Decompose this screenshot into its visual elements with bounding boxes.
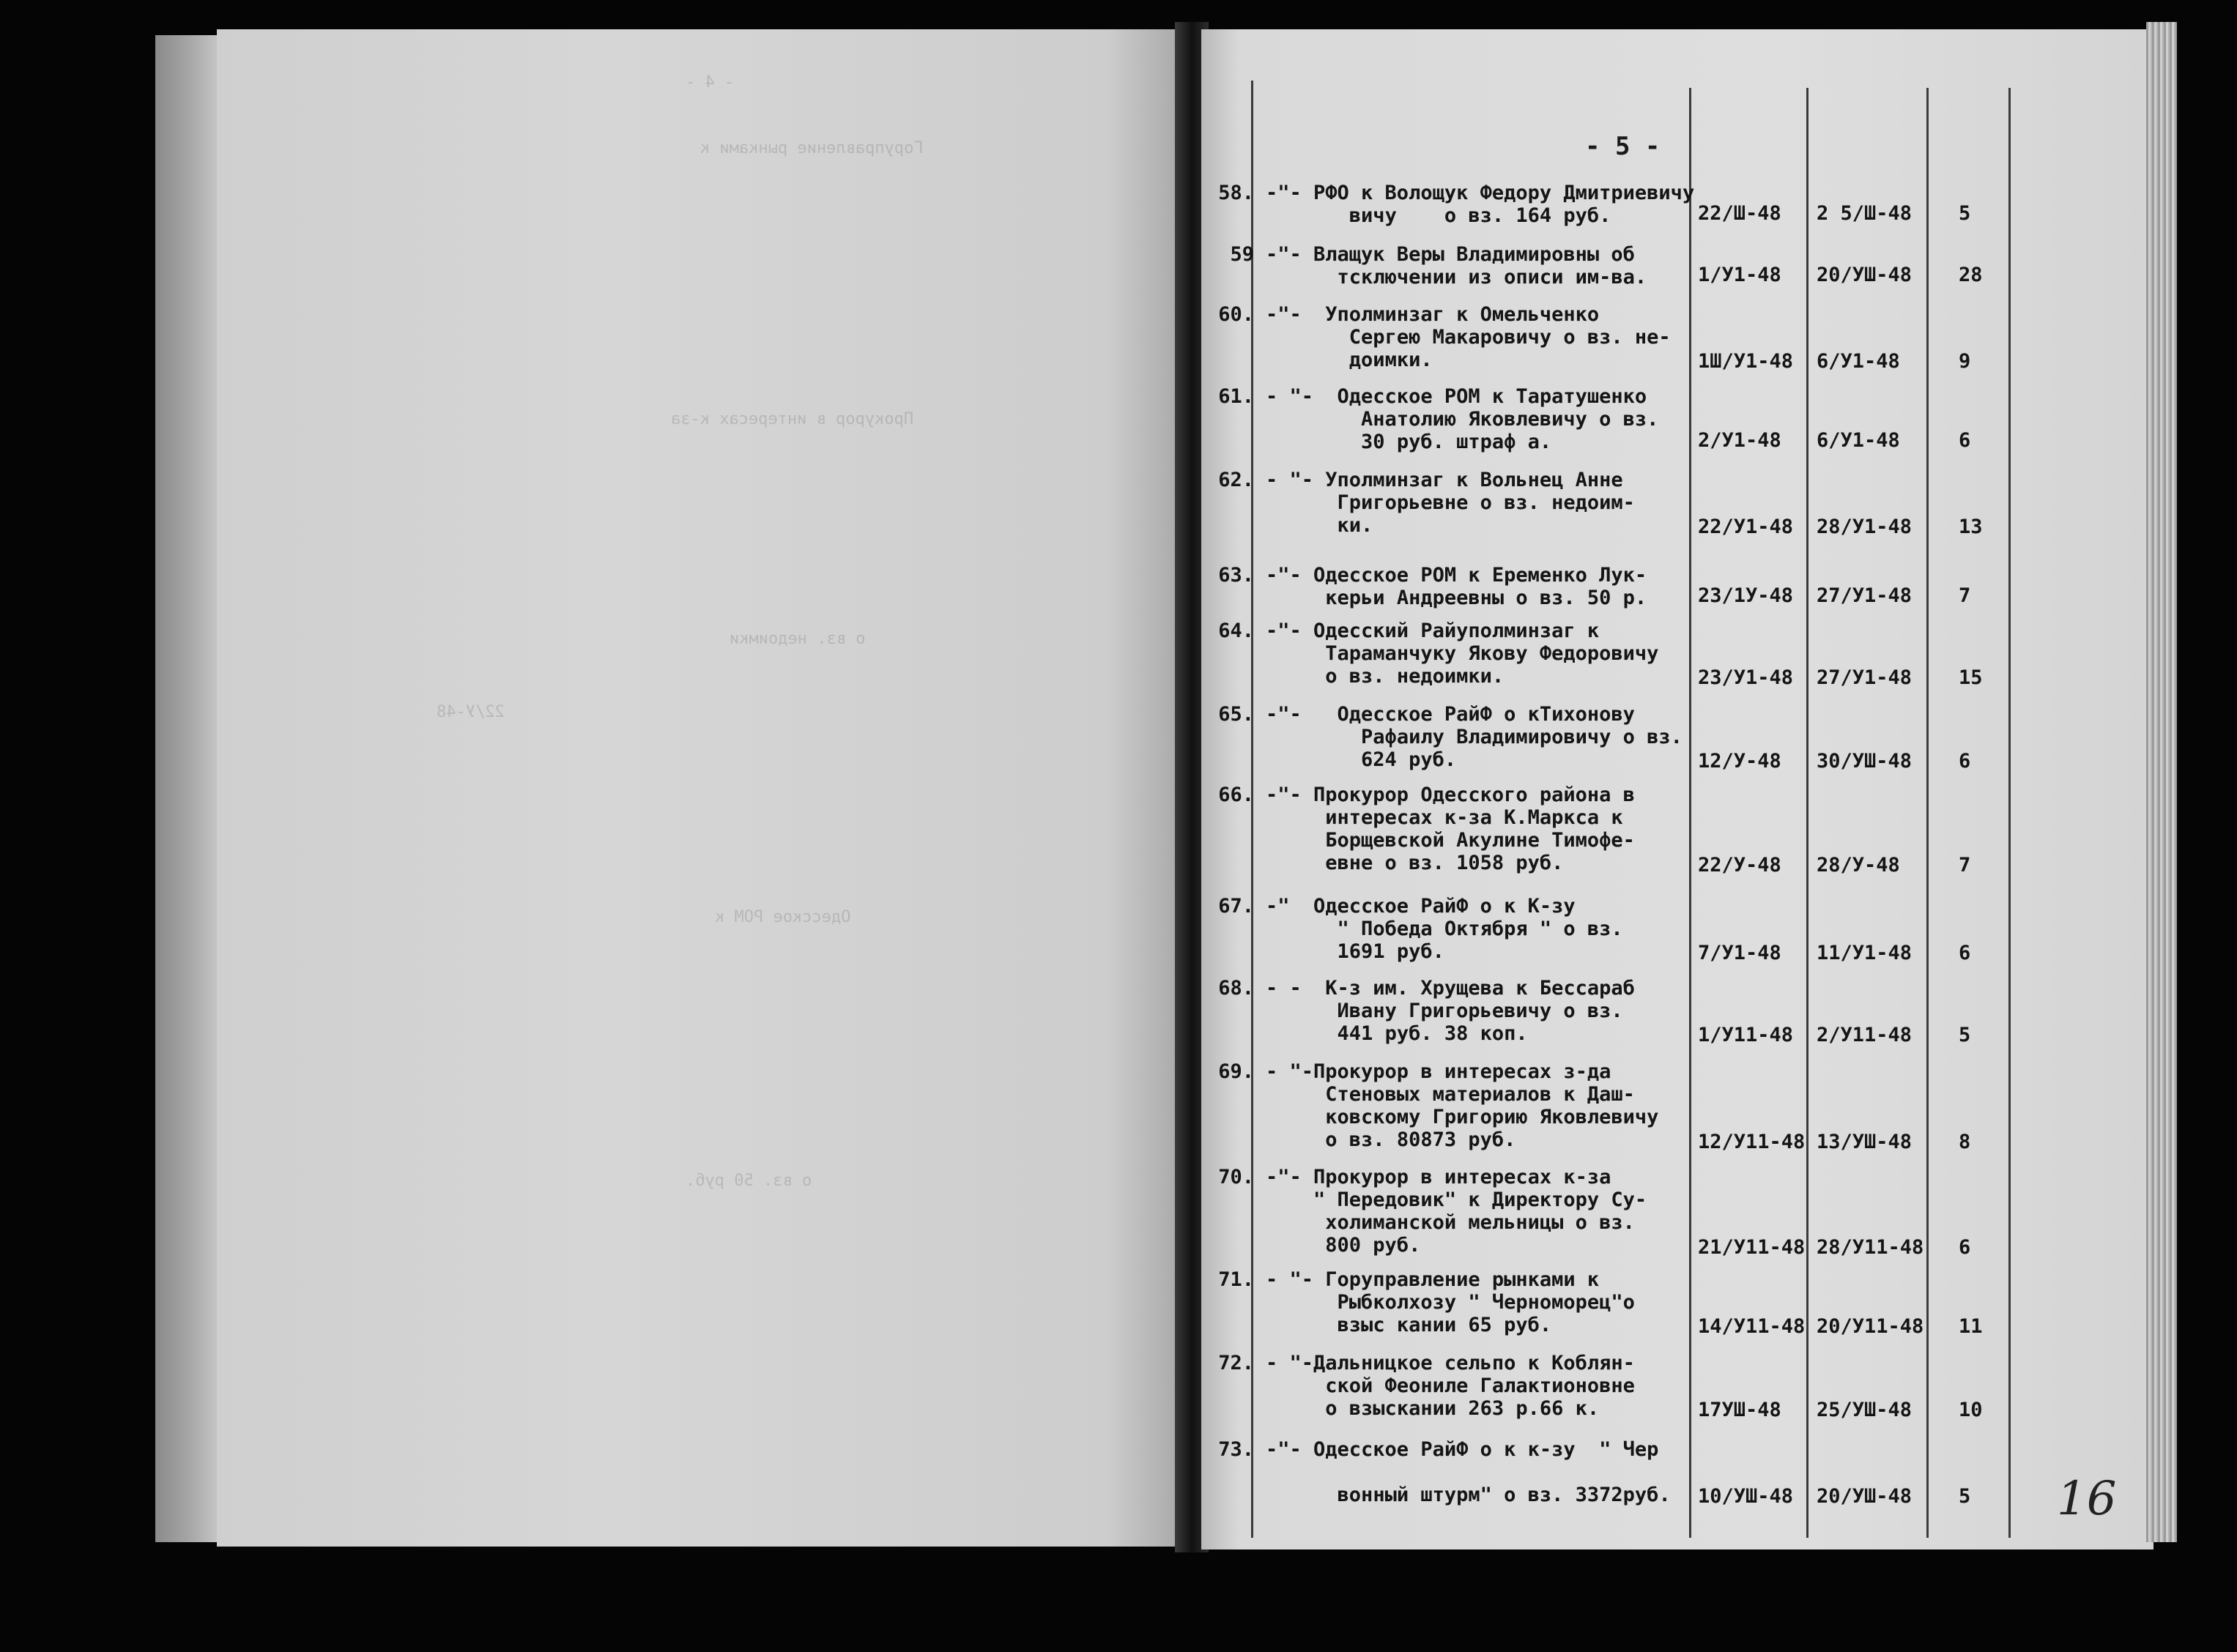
days-count: 6 <box>1959 1236 1971 1259</box>
entry-description: - "- Горуправление рынками к Рыбколхозу " Черноморец"о взыс кании 65 руб. <box>1266 1268 1635 1336</box>
column-rule <box>1926 88 1929 1538</box>
bleed-through-text: 22/У-48 <box>437 703 505 721</box>
entry-number: 68. <box>1218 977 1254 1000</box>
entry-description: - "-Прокурор в интересах з-да Стеновых материалов к Даш- ковскому Григорию Яковлевичу о вз. 80873 руб. <box>1266 1060 1659 1151</box>
date-received: 22/У-48 <box>1698 854 1781 877</box>
entry-number: 70. <box>1218 1166 1254 1188</box>
entry-number: 58. <box>1218 182 1254 204</box>
date-decided: 28/У11-48 <box>1817 1236 1924 1259</box>
entry-number: 63. <box>1218 564 1254 587</box>
days-count: 15 <box>1959 666 1983 689</box>
entry-description: -"- Одесское РайФ о кТихонову Рафаилу Владимировичу о вз. 624 руб. <box>1266 703 1683 771</box>
bleed-through-text: Горуправление рынками к <box>700 139 924 157</box>
entry-description: - "- Уполминзаг к Вольнец Анне Григорьевне о вз. недоим- ки. <box>1266 469 1635 537</box>
entry-description: - "- Одесское РОМ к Таратушенко Анатолию Яковлевичу о вз. 30 руб. штраф а. <box>1266 385 1659 453</box>
handwritten-folio-number: 16 <box>2057 1472 2117 1526</box>
days-count: 6 <box>1959 750 1971 773</box>
date-received: 12/У-48 <box>1698 750 1781 773</box>
entry-number: 64. <box>1218 620 1254 642</box>
date-received: 12/У11-48 <box>1698 1131 1806 1153</box>
days-count: 7 <box>1959 854 1971 877</box>
date-received: 2/У1-48 <box>1698 429 1781 452</box>
date-decided: 2 5/Ш-48 <box>1817 202 1913 225</box>
date-received: 1/У1-48 <box>1698 264 1781 286</box>
days-count: 9 <box>1959 350 1971 373</box>
date-received: 14/У11-48 <box>1698 1315 1806 1338</box>
days-count: 6 <box>1959 429 1971 452</box>
bleed-through-text: Одесское РОМ к <box>715 908 851 926</box>
days-count: 13 <box>1959 516 1983 538</box>
date-decided: 20/УШ-48 <box>1817 264 1913 286</box>
days-count: 5 <box>1959 1485 1971 1508</box>
date-received: 7/У1-48 <box>1698 942 1781 964</box>
entry-description: -"- РФО к Волощук Федору Дмитриевичу вичу о вз. 164 руб. <box>1266 182 1695 227</box>
entry-number: 65. <box>1218 703 1254 726</box>
date-decided: 20/УШ-48 <box>1817 1485 1913 1508</box>
date-decided: 27/У1-48 <box>1817 584 1913 607</box>
date-decided: 6/У1-48 <box>1817 429 1900 452</box>
days-count: 5 <box>1959 202 1971 225</box>
column-rule <box>2008 88 2011 1538</box>
days-count: 10 <box>1959 1399 1983 1421</box>
left-page <box>217 29 1184 1547</box>
days-count: 28 <box>1959 264 1983 286</box>
date-decided: 20/У11-48 <box>1817 1315 1924 1338</box>
entry-description: -"- Одесское РайФ о к к-зу " Чер вонный штурм" о вз. 3372руб. <box>1266 1438 1671 1506</box>
entry-number: 71. <box>1218 1268 1254 1291</box>
date-received: 10/УШ-48 <box>1698 1485 1794 1508</box>
days-count: 7 <box>1959 584 1971 607</box>
entry-description: -" Одесское РайФ о к К-зу " Победа Октября " о вз. 1691 руб. <box>1266 895 1623 963</box>
date-decided: 28/У1-48 <box>1817 516 1913 538</box>
bleed-through-text: о вз. недоимки <box>730 630 866 648</box>
date-decided: 30/УШ-48 <box>1817 750 1913 773</box>
entry-description: -"- Уполминзаг к Омельченко Сергею Макаровичу о вз. не- доимки. <box>1266 303 1671 371</box>
column-rule <box>1251 81 1253 1538</box>
entry-description: - "-Дальницкое сельпо к Коблян- ской Феониле Галактионовне о взыскании 263 р.66 к. <box>1266 1352 1635 1420</box>
date-received: 22/У1-48 <box>1698 516 1794 538</box>
date-decided: 28/У-48 <box>1817 854 1900 877</box>
days-count: 5 <box>1959 1024 1971 1046</box>
column-rule <box>1689 88 1691 1538</box>
date-decided: 13/УШ-48 <box>1817 1131 1913 1153</box>
entry-description: - - К-з им. Хрущева к Бессараб Ивану Григорьевичу о вз. 441 руб. 38 коп. <box>1266 977 1635 1045</box>
bleed-through-text: - 4 - <box>686 73 735 92</box>
date-received: 17УШ-48 <box>1698 1399 1781 1421</box>
date-decided: 6/У1-48 <box>1817 350 1900 373</box>
date-decided: 25/УШ-48 <box>1817 1399 1913 1421</box>
entry-number: 73. <box>1218 1438 1254 1461</box>
date-received: 21/У11-48 <box>1698 1236 1806 1259</box>
entry-description: -"- Прокурор в интересах к-за " Передовик" к Директору Су- холиманской мельницы о вз. 800 руб. <box>1266 1166 1647 1257</box>
column-rule <box>1806 88 1808 1538</box>
date-received: 1/У11-48 <box>1698 1024 1794 1046</box>
date-received: 23/1У-48 <box>1698 584 1794 607</box>
book-cover-edge <box>155 35 217 1542</box>
bleed-through-text: Прокурор в интересах к-за <box>671 410 914 428</box>
date-received: 22/Ш-48 <box>1698 202 1781 225</box>
bleed-through-text: о вз. 50 руб. <box>686 1172 812 1190</box>
date-decided: 2/У11-48 <box>1817 1024 1913 1046</box>
date-decided: 11/У1-48 <box>1817 942 1913 964</box>
entry-number: 61. <box>1218 385 1254 408</box>
date-received: 23/У1-48 <box>1698 666 1794 689</box>
days-count: 11 <box>1959 1315 1983 1338</box>
entry-number: 69. <box>1218 1060 1254 1083</box>
days-count: 8 <box>1959 1131 1971 1153</box>
entry-number: 59 <box>1230 243 1254 266</box>
days-count: 6 <box>1959 942 1971 964</box>
entry-description: -"- Одесский Райуполминзаг к Тараманчуку Якову Федоровичу о вз. недоимки. <box>1266 620 1659 688</box>
date-decided: 27/У1-48 <box>1817 666 1913 689</box>
entry-number: 62. <box>1218 469 1254 491</box>
entry-number: 66. <box>1218 784 1254 806</box>
date-received: 1Ш/У1-48 <box>1698 350 1794 373</box>
entry-description: -"- Одесское РОМ к Еременко Лук- керьи Андреевны о вз. 50 р. <box>1266 564 1647 609</box>
entry-description: -"- Прокурор Одесского района в интересах к-за К.Маркса к Борщевской Акулине Тимофе- евне о вз. 1058 руб. <box>1266 784 1635 874</box>
entry-description: -"- Влащук Веры Владимировны об тсключении из описи им-ва. <box>1266 243 1647 289</box>
page-number: - 5 - <box>1585 132 1661 161</box>
entry-number: 60. <box>1218 303 1254 326</box>
entry-number: 67. <box>1218 895 1254 918</box>
entry-number: 72. <box>1218 1352 1254 1374</box>
page-edges <box>2146 22 2177 1542</box>
